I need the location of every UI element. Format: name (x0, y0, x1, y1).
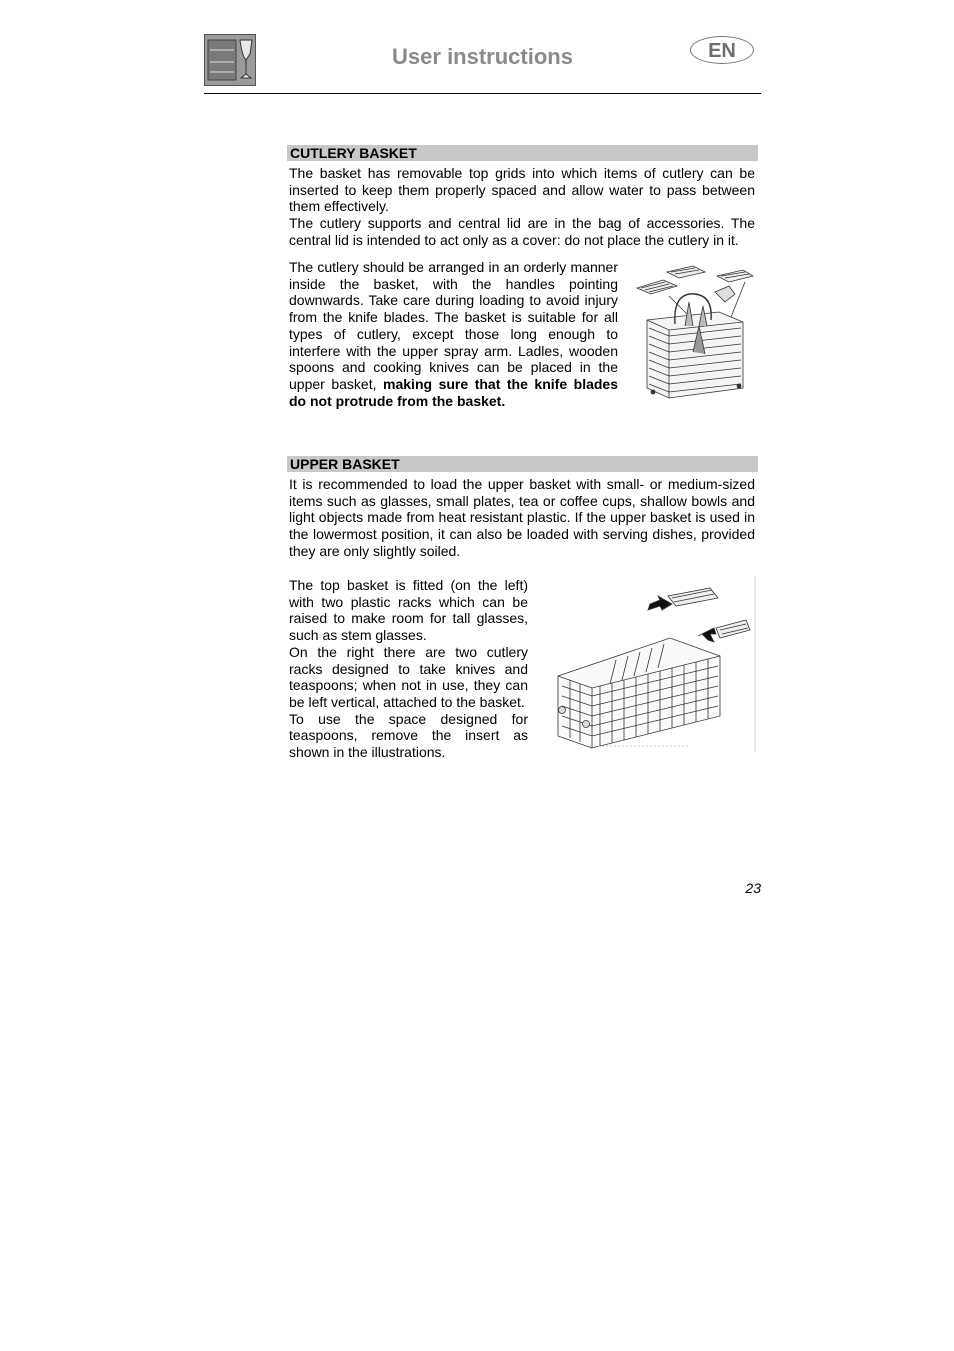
upper-basket-illustration (550, 576, 756, 752)
upper-basket-para1: It is recommended to load the upper basket with small- or medium-sized items such as glasses, small plates, tea or coffee cups, shallow bowls and light objects made from heat resistant plastic. If the upper basket is used in the lowermost position, it can also be loaded with serving dishes, provided they are only slightly soiled. (289, 476, 755, 559)
page-title: User instructions (392, 44, 573, 69)
cutlery-basket-intro (289, 165, 755, 249)
cutlery-basket-loading (289, 259, 618, 409)
upper-basket-para2: The top basket is fitted (on the left) with two plastic racks which can be raised to make room for tall glasses, such as stem glasses. (289, 577, 528, 644)
cutlery-basket-illustration (633, 262, 755, 402)
upper-basket-heading: UPPER BASKET (287, 456, 758, 472)
cutlery-basket-para2: The cutlery supports and central lid are in the bag of accessories. The central lid is intended to act only as a cover: do not place the cutlery in it. (289, 215, 755, 248)
page-number: 23 (745, 880, 761, 896)
upper-basket-para4: To use the space designed for teaspoons, remove the insert as shown in the illustrations. (289, 710, 528, 761)
upper-basket-para3: On the right there are two cutlery racks designed to take knives and teaspoons; when not in use, they can be left vertical, attached to the basket. (289, 643, 528, 710)
upper-basket-intro (289, 476, 755, 560)
cutlery-basket-para1: The basket has removable top grids into which items of cutlery can be inserted to keep them properly spaced and allow water to pass between them effectively. (289, 165, 755, 215)
cutlery-basket-para3-text: The cutlery should be arranged in an orderly manner inside the basket, with the handles pointing downwards. Take care during loading to avoid injury from the knife blades. The basket is suitable for all types of cutlery, except those long enough to interfere with the upper spray arm. Ladles, wooden spoons and cooking knives can be placed in the upper basket, (289, 259, 618, 392)
upper-basket-details (289, 577, 528, 761)
dishwasher-glass-icon (204, 34, 256, 86)
header-divider (204, 93, 761, 94)
cutlery-basket-heading: CUTLERY BASKET (287, 145, 758, 161)
cutlery-basket-warning: making sure that the knife blades do not protrude from the basket. (289, 375, 618, 409)
language-badge: EN (690, 36, 754, 64)
